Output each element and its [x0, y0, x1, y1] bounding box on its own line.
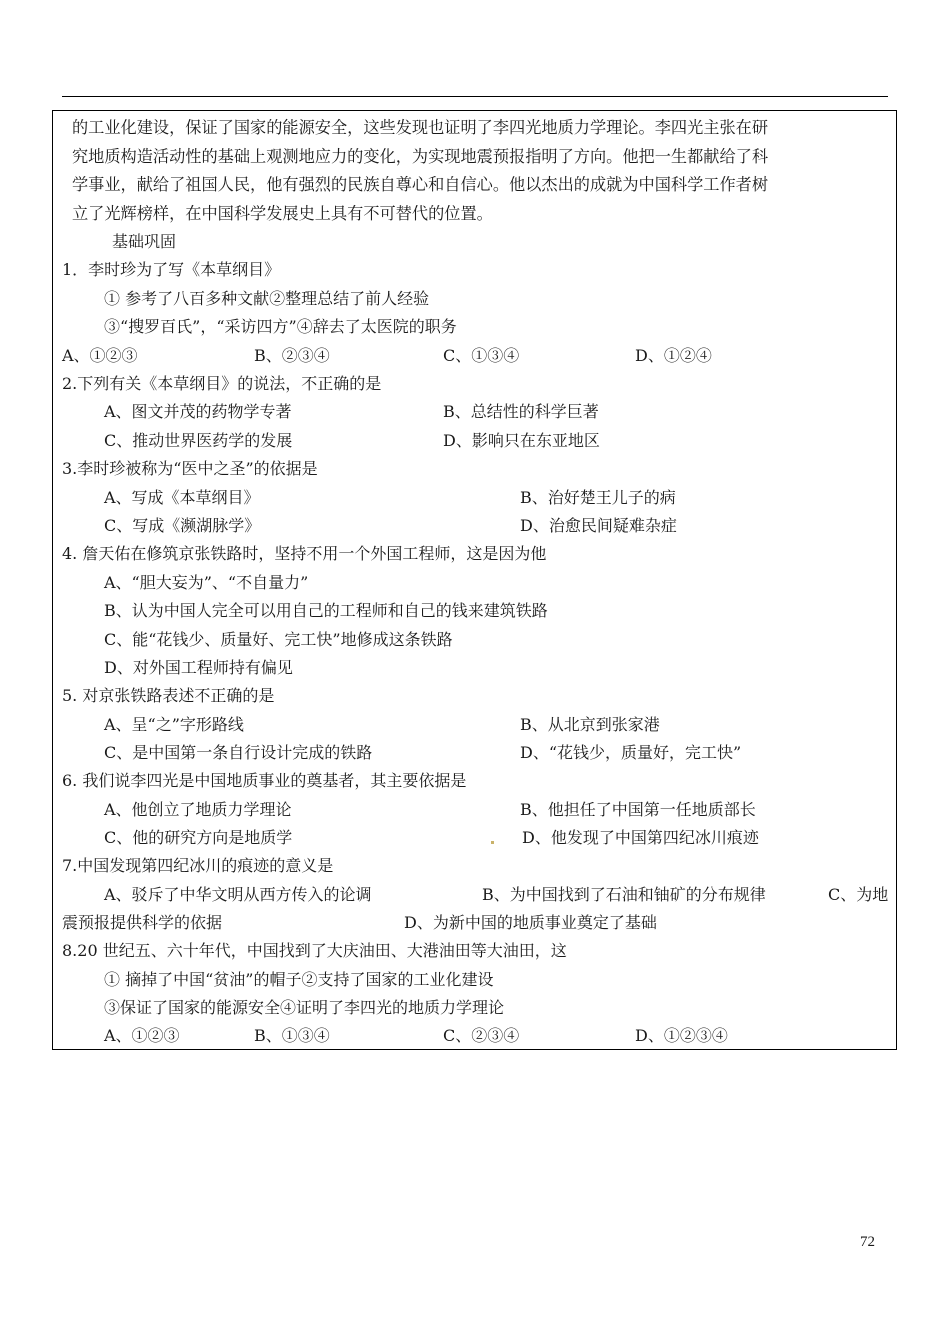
- page-number: 72: [860, 1234, 875, 1250]
- intro-line: 立了光辉榜样，在中国科学发展史上具有不可替代的位置。: [72, 203, 493, 223]
- question-6-stem: 6. 我们说李四光是中国地质事业的奠基者，其主要依据是: [62, 771, 467, 790]
- question-3-option-a[interactable]: A、写成《本草纲目》: [104, 488, 260, 507]
- question-1-statement-line: ① 参考了八百多种文献②整理总结了前人经验: [104, 289, 430, 308]
- question-5-option-b[interactable]: B、从北京到张家港: [520, 715, 660, 734]
- question-5-option-a[interactable]: A、呈“之”字形路线: [104, 715, 244, 734]
- header-rule: [62, 96, 888, 97]
- question-4-option-d[interactable]: D、对外国工程师持有偏见: [104, 658, 293, 677]
- question-8-option-b[interactable]: B、①③④: [254, 1026, 330, 1045]
- question-8-statement-line: ③保证了国家的能源安全④证明了李四光的地质力学理论: [104, 998, 505, 1017]
- question-3-option-b[interactable]: B、治好楚王儿子的病: [520, 488, 676, 507]
- question-3-option-d[interactable]: D、治愈民间疑难杂症: [520, 516, 677, 535]
- question-5-option-c[interactable]: C、是中国第一条自行设计完成的铁路: [104, 743, 373, 762]
- question-5-option-d[interactable]: D、“花钱少，质量好，完工快”: [520, 743, 742, 762]
- question-7-option-a[interactable]: A、驳斥了中华文明从西方传入的论调: [104, 885, 372, 904]
- question-1-statement-line: ③“搜罗百氏”，“采访四方”④辞去了太医院的职务: [104, 317, 457, 336]
- question-2-option-c[interactable]: C、推动世界医药学的发展: [104, 431, 293, 450]
- question-1-option-a[interactable]: A、①②③: [62, 346, 138, 365]
- question-1-stem: 1．李时珍为了写《本草纲目》: [62, 260, 281, 279]
- question-1-option-c[interactable]: C、①③④: [443, 346, 520, 365]
- question-6-option-c[interactable]: C、他的研究方向是地质学: [104, 828, 293, 847]
- question-8-stem: 8.20 世纪五、六十年代，中国找到了大庆油田、大港油田等大油田，这: [62, 941, 567, 960]
- question-7-option-c[interactable]: C、为地: [828, 885, 889, 904]
- question-2-option-a[interactable]: A、图文并茂的药物学专著: [104, 402, 292, 421]
- question-4-option-c[interactable]: C、能“花钱少、质量好、完工快”地修成这条铁路: [104, 630, 453, 649]
- question-6-option-d[interactable]: D、他发现了中国第四纪冰川痕迹: [522, 828, 759, 847]
- intro-line: 学事业，献给了祖国人民，他有强烈的民族自尊心和自信心。他以杰出的成就为中国科学工作者树: [72, 175, 769, 194]
- question-5-stem: 5. 对京张铁路表述不正确的是: [62, 686, 275, 705]
- question-3-option-c[interactable]: C、写成《濒湖脉学》: [104, 516, 261, 535]
- question-7-option-c-continued[interactable]: 震预报提供科学的依据: [62, 913, 223, 932]
- question-3-stem: 3.李时珍被称为“医中之圣”的依据是: [62, 459, 318, 478]
- question-7-option-b[interactable]: B、为中国找到了石油和铀矿的分布规律: [482, 885, 766, 904]
- intro-line: 究地质构造活动性的基础上观测地应力的变化，为实现地震预报指明了方向。他把一生都献给了科: [72, 146, 769, 166]
- question-2-option-d[interactable]: D、影响只在东亚地区: [443, 431, 600, 450]
- intro-line: 的工业化建设，保证了国家的能源安全，这些发现也证明了李四光地质力学理论。李四光主张在研: [72, 118, 769, 137]
- section-heading: 基础巩固: [112, 232, 177, 251]
- question-8-option-d[interactable]: D、①②③④: [635, 1026, 728, 1045]
- question-1-option-b[interactable]: B、②③④: [254, 346, 330, 365]
- question-4-option-a[interactable]: A、“胆大妄为”、“不自量力”: [104, 573, 309, 592]
- question-7-stem: 7.中国发现第四纪冰川的痕迹的意义是: [62, 856, 334, 875]
- question-2-option-b[interactable]: B、总结性的科学巨著: [443, 402, 599, 421]
- question-2-stem: 2.下列有关《本草纲目》的说法，不正确的是: [62, 374, 382, 393]
- question-6-option-b[interactable]: B、他担任了中国第一任地质部长: [520, 800, 756, 819]
- print-speck: [491, 841, 494, 844]
- intro-paragraph: [72, 114, 892, 228]
- question-4-option-b[interactable]: B、认为中国人完全可以用自己的工程师和自己的钱来建筑铁路: [104, 601, 548, 620]
- question-6-option-a[interactable]: A、他创立了地质力学理论: [104, 800, 292, 819]
- question-8-option-c[interactable]: C、②③④: [443, 1026, 520, 1045]
- question-7-option-d[interactable]: D、为新中国的地质事业奠定了基础: [404, 913, 657, 932]
- question-8-option-a[interactable]: A、①②③: [104, 1026, 180, 1045]
- question-8-statement-line: ① 摘掉了中国“贫油”的帽子②支持了国家的工业化建设: [104, 970, 494, 989]
- question-4-stem: 4. 詹天佑在修筑京张铁路时，坚持不用一个外国工程师，这是因为他: [62, 544, 547, 563]
- question-1-option-d[interactable]: D、①②④: [635, 346, 712, 365]
